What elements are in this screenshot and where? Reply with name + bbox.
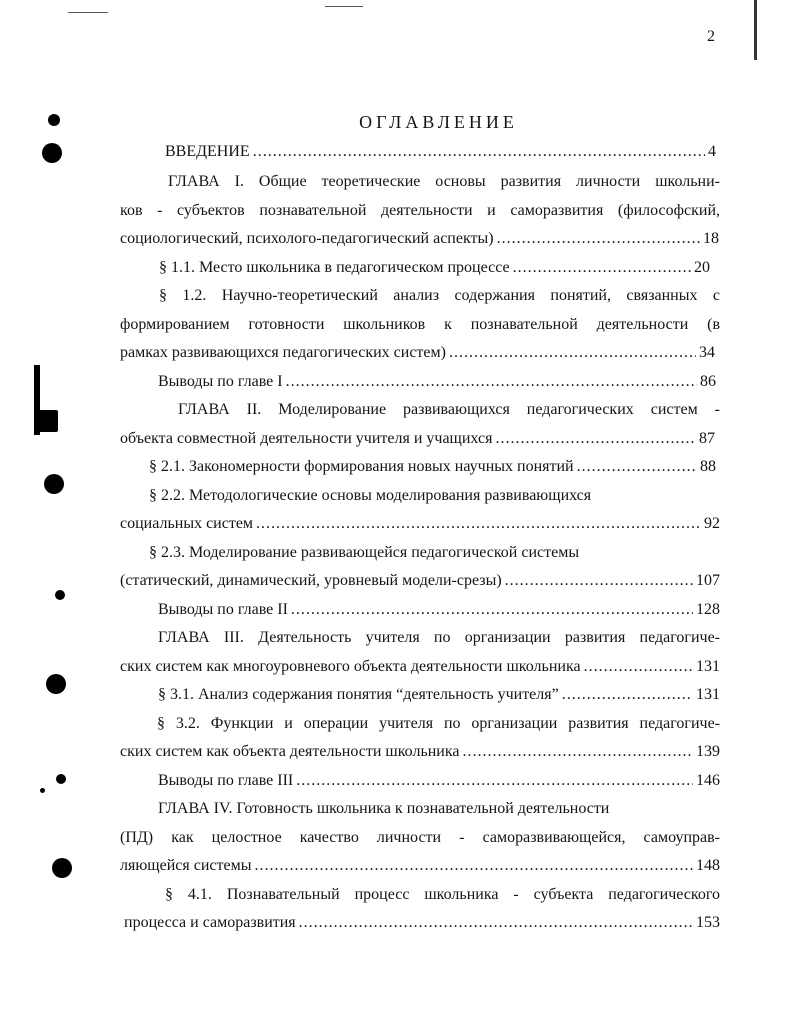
toc-section-2-3-line-1: § 2.3. Моделирование развивающейся педагогической системы (149, 544, 580, 561)
toc-page-number: 139 (696, 743, 720, 760)
toc-chapter-2-line-2: объекта совместной деятельности учителя и учащихся ..... 87 (120, 429, 715, 449)
dot-leader (497, 229, 700, 249)
toc-conclusions-3: Выводы по главе III ..... 146 (158, 771, 720, 791)
toc-section-1-1: § 1.1. Место школьника в педагогическом процессе ..... 20 (159, 258, 710, 278)
binder-hole-mark (40, 788, 45, 793)
toc-chapter-4-line-3: ляющейся системы ..... 148 (120, 856, 720, 876)
dot-leader (449, 343, 696, 363)
dot-leader (577, 457, 697, 477)
toc-page-number: 87 (699, 430, 715, 447)
dot-leader (505, 571, 693, 591)
dot-leader (562, 685, 693, 705)
toc-page-number: 34 (699, 344, 715, 361)
toc-chapter-2-line-1: ГЛАВА II. Моделирование развивающихся педагогических систем - (178, 401, 720, 418)
toc-page-number: 148 (696, 857, 720, 874)
toc-chapter-3-line-2: ских систем как многоуровневого объекта деятельности школьника ..... 131 (120, 657, 720, 677)
toc-section-4-1-line-1: § 4.1. Познавательный процесс школьника - субъекта педагогического (165, 886, 720, 903)
dot-leader (286, 372, 697, 392)
binder-hole-mark (44, 474, 64, 494)
toc-section-2-1: § 2.1. Закономерности формирования новых научных понятий ..... 88 (149, 457, 716, 477)
binder-hole-mark (55, 590, 65, 600)
scan-artifact-line (68, 12, 108, 13)
toc-chapter-1-line-3: социологический, психолого-педагогический аспекты) ..... 18 (120, 229, 719, 249)
toc-chapter-4-line-1: ГЛАВА IV. Готовность школьника к познавательной деятельности (158, 800, 610, 817)
toc-conclusions-1: Выводы по главе I ..... 86 (158, 372, 716, 392)
toc-section-1-2-line-2: формированием готовности школьников к познавательной деятельности (в (120, 316, 720, 333)
toc-section-3-2-line-2: ских систем как объекта деятельности школьника ..... 139 (120, 742, 720, 762)
toc-page-number: 86 (700, 373, 716, 390)
toc-page-number: 18 (703, 230, 719, 247)
toc-section-3-1: § 3.1. Анализ содержания понятия “деятельность учителя” ..... 131 (158, 685, 720, 705)
toc-conclusions-2: Выводы по главе II ..... 128 (158, 600, 720, 620)
toc-chapter-1-line-1: ГЛАВА I. Общие теоретические основы развития личности школьни- (168, 173, 720, 190)
dot-leader (291, 600, 693, 620)
toc-page-number: 107 (696, 572, 720, 589)
toc-page-number: 131 (696, 658, 720, 675)
toc-section-4-1-line-2: процесса и саморазвития ..... 153 (124, 913, 720, 933)
toc-page-number: 128 (696, 601, 720, 618)
dot-leader (296, 771, 693, 791)
toc-entry-text: ВВЕДЕНИЕ (165, 143, 250, 160)
toc-section-1-2-line-1: § 1.2. Научно-теоретический анализ содержания понятий, связанных с (159, 287, 720, 304)
scan-artifact-mark (36, 410, 58, 432)
dot-leader (495, 429, 696, 449)
toc-section-2-2-line-1: § 2.2. Методологические основы моделирования развивающихся (149, 487, 592, 504)
toc-page-number: 131 (696, 686, 720, 703)
page-title: ОГЛАВЛЕНИЕ (359, 112, 518, 132)
scan-edge (754, 0, 757, 60)
dot-leader (253, 142, 705, 162)
toc-chapter-3-line-1: ГЛАВА III. Деятельность учителя по организации развития педагогиче- (158, 629, 720, 646)
toc-page-number: 4 (708, 143, 716, 160)
binder-hole-mark (52, 858, 72, 878)
binder-hole-mark (56, 774, 66, 784)
dot-leader (299, 913, 693, 933)
toc-chapter-4-line-2: (ПД) как целостное качество личности - саморазвивающейся, самоуправ- (120, 829, 720, 846)
toc-section-1-2-line-3: рамках развивающихся педагогических систем) ..... 34 (120, 343, 715, 363)
toc-page-number: 92 (704, 515, 720, 532)
toc-page-number: 88 (700, 458, 716, 475)
toc-section-3-2-line-1: § 3.2. Функции и операции учителя по организации развития педагогиче- (157, 715, 720, 732)
toc-page-number: 153 (696, 914, 720, 931)
binder-hole-mark (48, 114, 60, 126)
scan-artifact-line (325, 6, 363, 7)
dot-leader (254, 856, 693, 876)
dot-leader (256, 514, 701, 534)
toc-page-number: 20 (694, 259, 710, 276)
toc-section-2-3-line-2: (статический, динамический, уровневый модели-срезы) ..... 107 (120, 571, 720, 591)
toc-page-number: 146 (696, 772, 720, 789)
binder-hole-mark (42, 143, 62, 163)
toc-section-2-2-line-2: социальных систем ..... 92 (120, 514, 720, 534)
dot-leader (584, 657, 693, 677)
dot-leader (463, 742, 694, 762)
toc-entry-intro (165, 142, 716, 162)
page-number: 2 (707, 28, 715, 45)
toc-chapter-1-line-2: ков - субъектов познавательной деятельности и саморазвития (философский, (120, 202, 720, 219)
binder-hole-mark (46, 674, 66, 694)
dot-leader (513, 258, 691, 278)
